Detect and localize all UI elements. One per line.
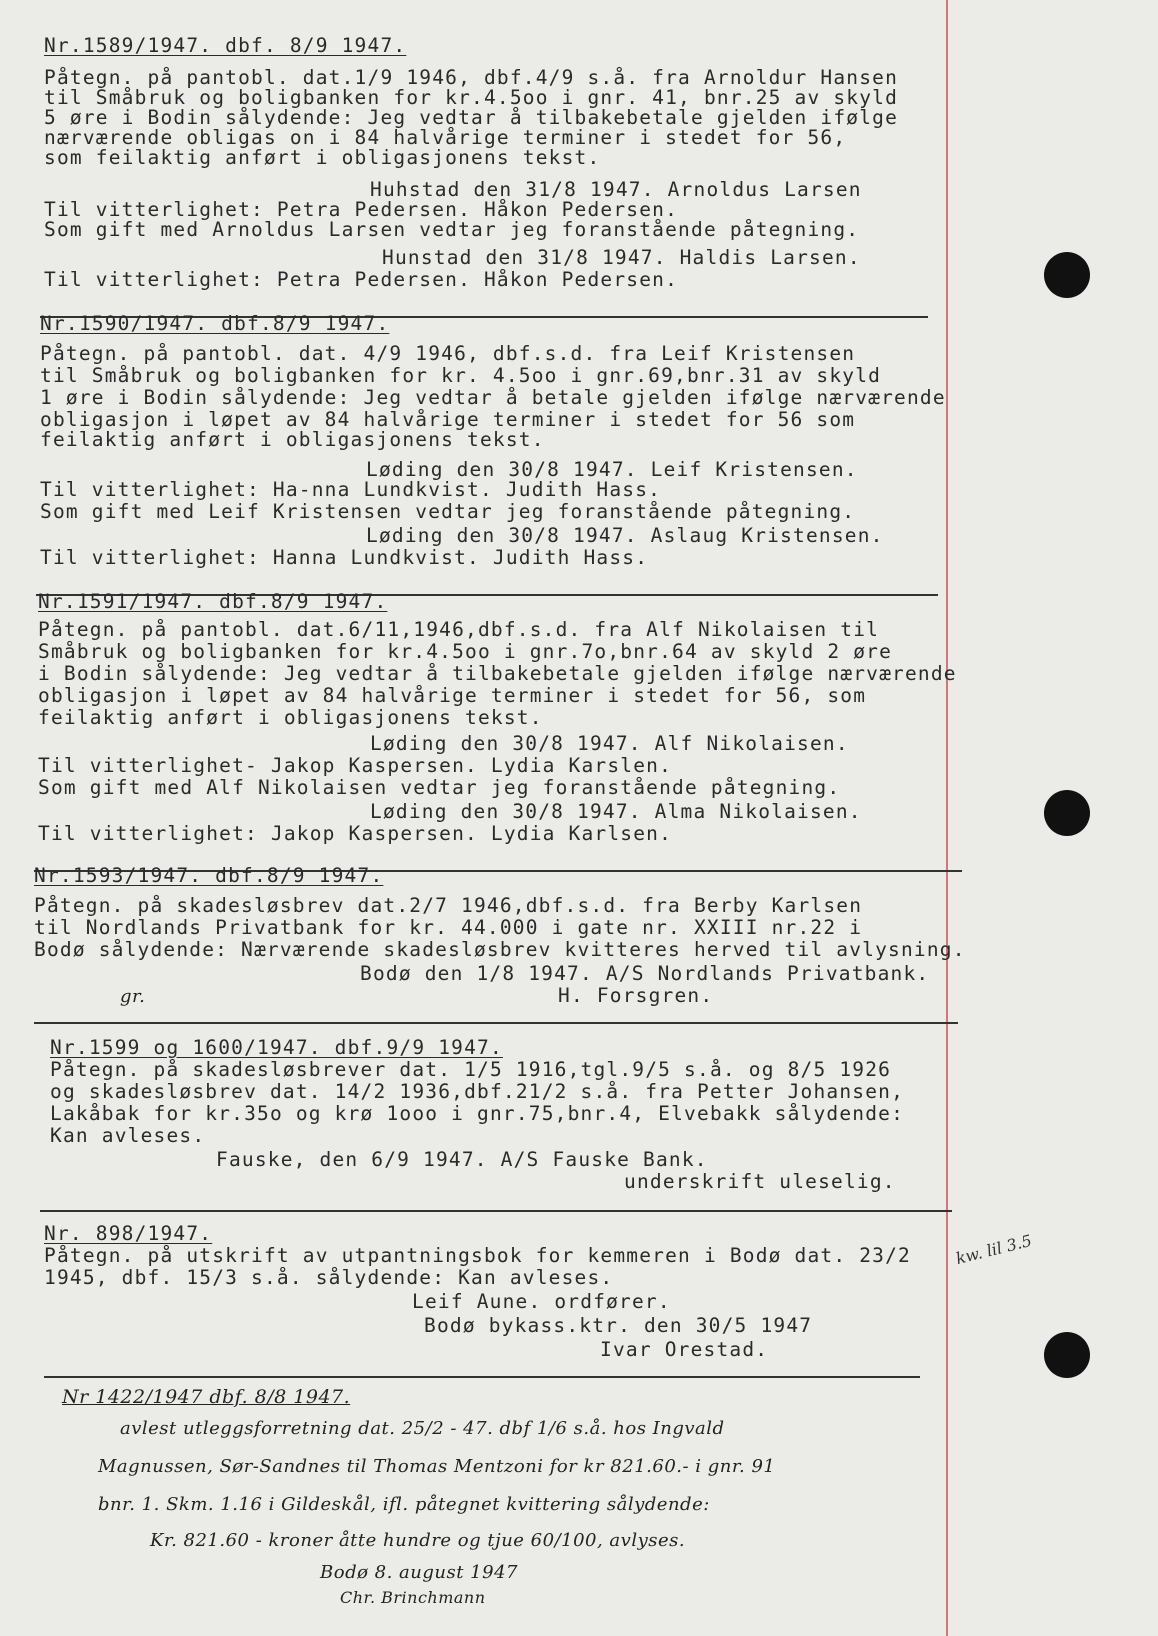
entry-line: bnr. 1. Skm. 1.16 i Gildeskål, ifl. påtegnet kvittering sålydende: [98,1494,710,1515]
entry-line: 1 øre i Bodin sålydende: Jeg vedtar å betale gjelden ifølge nærværende [40,386,946,409]
entry-line: Ivar Orestad. [600,1338,769,1361]
initials-mark: gr. [120,986,146,1007]
binder-hole-bottom [1044,1332,1090,1378]
entry-line: til Nordlands Privatbank for kr. 44.000 i gate nr. XXIII nr.22 i [34,916,863,939]
entry-line: Til vitterlighet: Jakop Kaspersen. Lydia Karlsen. [38,822,673,845]
entry-line: Løding den 30/8 1947. Leif Kristensen. [366,458,858,481]
entry-line: Som gift med Arnoldus Larsen vedtar jeg foranstående påtegning. [44,218,860,241]
entry-line: underskrift uleselig. [624,1170,896,1193]
signature: Chr. Brinchmann [340,1588,486,1607]
entry-line: i Bodin sålydende: Jeg vedtar å tilbakebetale gjelden ifølge nærværende [38,662,957,685]
divider-rule [40,1210,952,1212]
entry-line: Kr. 821.60 - kroner åtte hundre og tjue 60/100, avlyses. [150,1530,686,1551]
entry-heading: Nr.1590/1947. dbf.8/9 1947. [40,312,390,335]
entry-line: Småbruk og boligbanken for kr.4.5oo i gnr.7o,bnr.64 av skyld 2 øre [38,640,893,663]
entry-line: Til vitterlighet: Hanna Lundkvist. Judith Hass. [40,546,649,569]
entry-line: Til vitterlighet: Petra Pedersen. Håkon Pedersen. [44,198,679,221]
binder-hole-middle [1044,790,1090,836]
entry-line: Bodø sålydende: Nærværende skadesløsbrev kvitteres herved til avlysning. [34,938,966,961]
entry-line: Fauske, den 6/9 1947. A/S Fauske Bank. [216,1148,708,1171]
entry-line: avlest utleggsforretning dat. 25/2 - 47. dbf 1/6 s.å. hos Ingvald [120,1418,725,1439]
entry-heading: Nr.1591/1947. dbf.8/9 1947. [38,590,388,613]
entry-line: H. Forsgren. [558,984,714,1007]
entry-line: Hunstad den 31/8 1947. Haldis Larsen. [382,246,861,269]
margin-note: kw. lil 3.5 [953,1230,1034,1269]
entry-line: Bodø bykass.ktr. den 30/5 1947 [424,1314,813,1337]
entry-line: Påtegn. på pantobl. dat. 4/9 1946, dbf.s.d. fra Leif Kristensen [40,342,856,365]
binder-hole-top [1044,252,1090,298]
divider-rule [44,1376,920,1378]
entry-line: 5 øre i Bodin sålydende: Jeg vedtar å tilbakebetale gjelden ifølge [44,106,899,129]
entry-line: til Småbruk og boligbanken for kr. 4.5oo i gnr.69,bnr.31 av skyld [40,364,882,387]
entry-line: som feilaktig anført i obligasjonens tekst. [44,146,601,169]
entry-heading: Nr 1422/1947 dbf. 8/8 1947. [62,1386,351,1408]
entry-line: Løding den 30/8 1947. Aslaug Kristensen. [366,524,884,547]
entry-heading: Nr.1593/1947. dbf.8/9 1947. [34,864,384,887]
entry-line: til Småbruk og boligbanken for kr.4.5oo i gnr. 41, bnr.25 av skyld [44,86,899,109]
entry-line: feilaktig anført i obligasjonens tekst. [40,428,545,451]
entry-line: Bodø den 1/8 1947. A/S Nordlands Privatbank. [360,962,930,985]
entry-line: Som gift med Leif Kristensen vedtar jeg foranstående påtegning. [40,500,856,523]
entry-line: og skadesløsbrev dat. 14/2 1936,dbf.21/2 s.å. fra Petter Johansen, [50,1080,905,1103]
entry-line: obligasjon i løpet av 84 halvårige terminer i stedet for 56 som [40,408,856,431]
entry-line: Løding den 30/8 1947. Alf Nikolaisen. [370,732,849,755]
entry-line: Løding den 30/8 1947. Alma Nikolaisen. [370,800,862,823]
entry-line: Som gift med Alf Nikolaisen vedtar jeg foranstående påtegning. [38,776,841,799]
entry-heading: Nr.1589/1947. dbf. 8/9 1947. [44,34,407,57]
entry-line: Påtegn. på skadesløsbrever dat. 1/5 1916,tgl.9/5 s.å. og 8/5 1926 [50,1058,892,1081]
entry-line: nærværende obligas on i 84 halvårige terminer i stedet for 56, [44,126,847,149]
divider-rule [34,1022,958,1024]
entry-line: Påtegn. på pantobl. dat.6/11,1946,dbf.s.d. fra Alf Nikolaisen til [38,618,880,641]
entry-heading: Nr. 898/1947. [44,1222,213,1245]
entry-line: Påtegn. på pantobl. dat.1/9 1946, dbf.4/9 s.å. fra Arnoldur Hansen [44,66,899,89]
entry-line: 1945, dbf. 15/3 s.å. sålydende: Kan avleses. [44,1266,614,1289]
red-margin-line [946,0,948,1636]
entry-line: obligasjon i løpet av 84 halvårige terminer i stedet for 56, som [38,684,867,707]
entry-line: Leif Aune. ordfører. [412,1290,671,1313]
entry-line: Til vitterlighet: Petra Pedersen. Håkon Pedersen. [44,268,679,291]
entry-line: Påtegn. på utskrift av utpantningsbok for kemmeren i Bodø dat. 23/2 [44,1244,911,1267]
entry-line: feilaktig anført i obligasjonens tekst. [38,706,543,729]
entry-heading: Nr.1599 og 1600/1947. dbf.9/9 1947. [50,1036,503,1059]
entry-line: Bodø 8. august 1947 [320,1562,518,1583]
entry-line: Til vitterlighet- Jakop Kaspersen. Lydia Karslen. [38,754,673,777]
entry-line: Lakåbak for kr.35o og krø 1ooo i gnr.75,bnr.4, Elvebakk sålydende: [50,1102,905,1125]
entry-line: Kan avleses. [50,1124,206,1147]
entry-line: Huhstad den 31/8 1947. Arnoldus Larsen [370,178,862,201]
entry-line: Til vitterlighet: Ha-nna Lundkvist. Judith Hass. [40,478,662,501]
entry-line: Påtegn. på skadesløsbrev dat.2/7 1946,dbf.s.d. fra Berby Karlsen [34,894,863,917]
entry-line: Magnussen, Sør-Sandnes til Thomas Mentzoni for kr 821.60.- i gnr. 91 [98,1456,776,1477]
